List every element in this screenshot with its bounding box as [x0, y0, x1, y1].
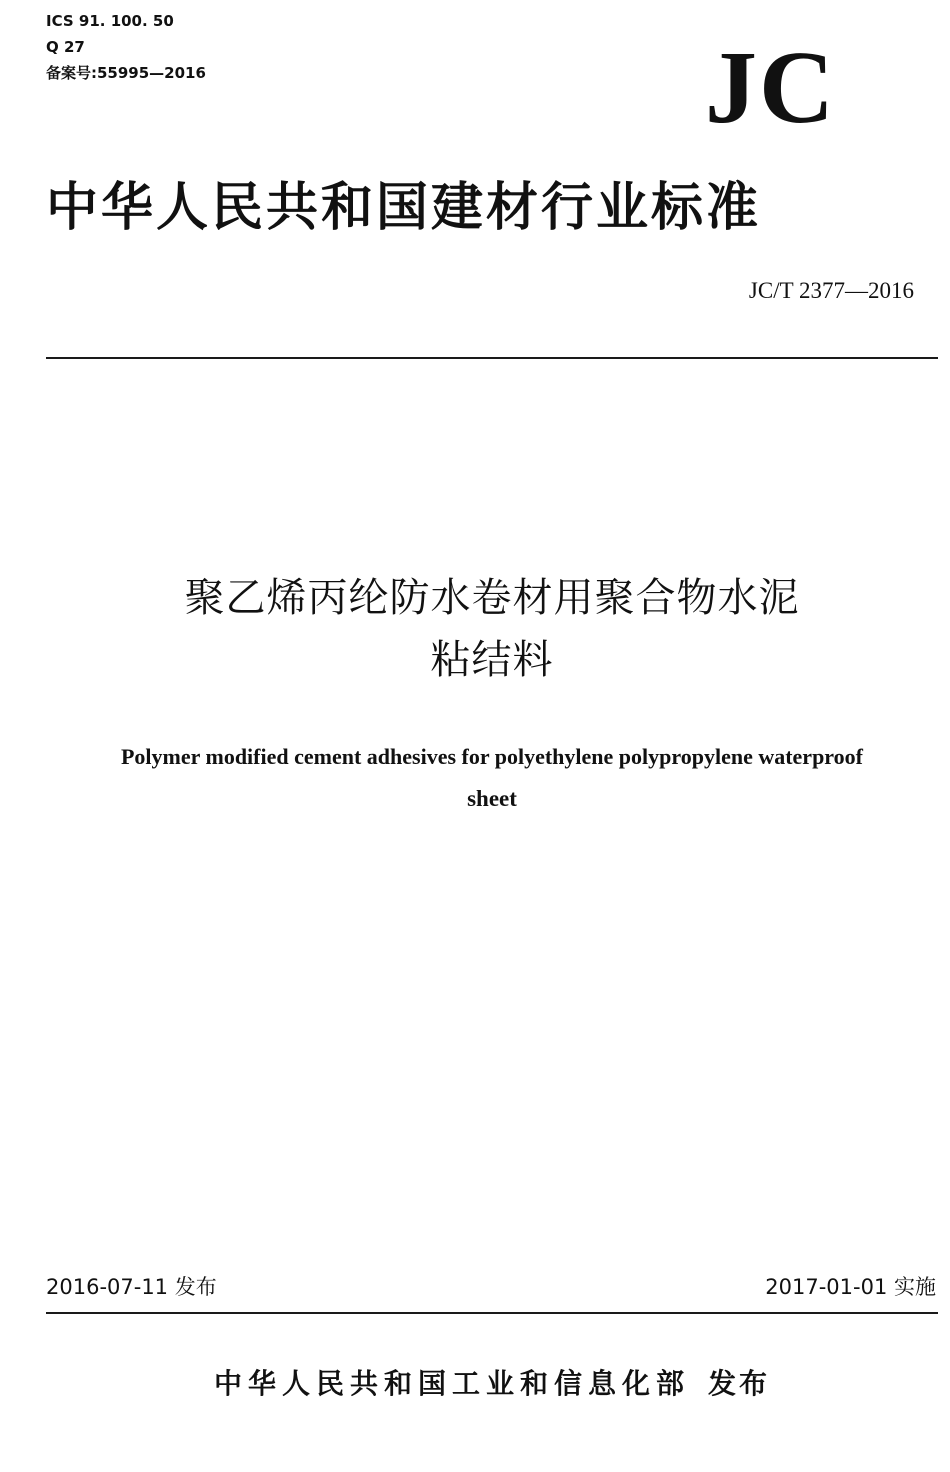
chinese-title-line-2: 粘结料: [430, 637, 554, 683]
top-divider: [46, 357, 938, 359]
standard-number: JC/T 2377—2016: [748, 278, 914, 303]
ics-code: ICS 91. 100. 50: [46, 12, 174, 30]
issue-date: 2016-07-11 发布: [46, 1275, 217, 1299]
jc-logo: JC: [705, 30, 837, 145]
record-number: 备案号:55995—2016: [46, 64, 206, 82]
industry-standard-title: 中华人民共和国建材行业标准: [46, 178, 762, 238]
chinese-title-line-1: 聚乙烯丙纶防水卷材用聚合物水泥: [184, 575, 800, 621]
english-title-line-1: Polymer modified cement adhesives for polyethylene polypropylene waterproof: [120, 744, 864, 769]
issuer-name: 中华人民共和国工业和信息化部: [213, 1367, 690, 1400]
bottom-divider: [46, 1312, 938, 1314]
implementation-date: 2017-01-01 实施: [765, 1275, 936, 1299]
issuer-action: 发布: [708, 1367, 771, 1400]
english-title-line-2: sheet: [467, 786, 517, 811]
issuer-line: [0, 1366, 950, 1402]
ccs-code: Q 27: [46, 38, 85, 56]
